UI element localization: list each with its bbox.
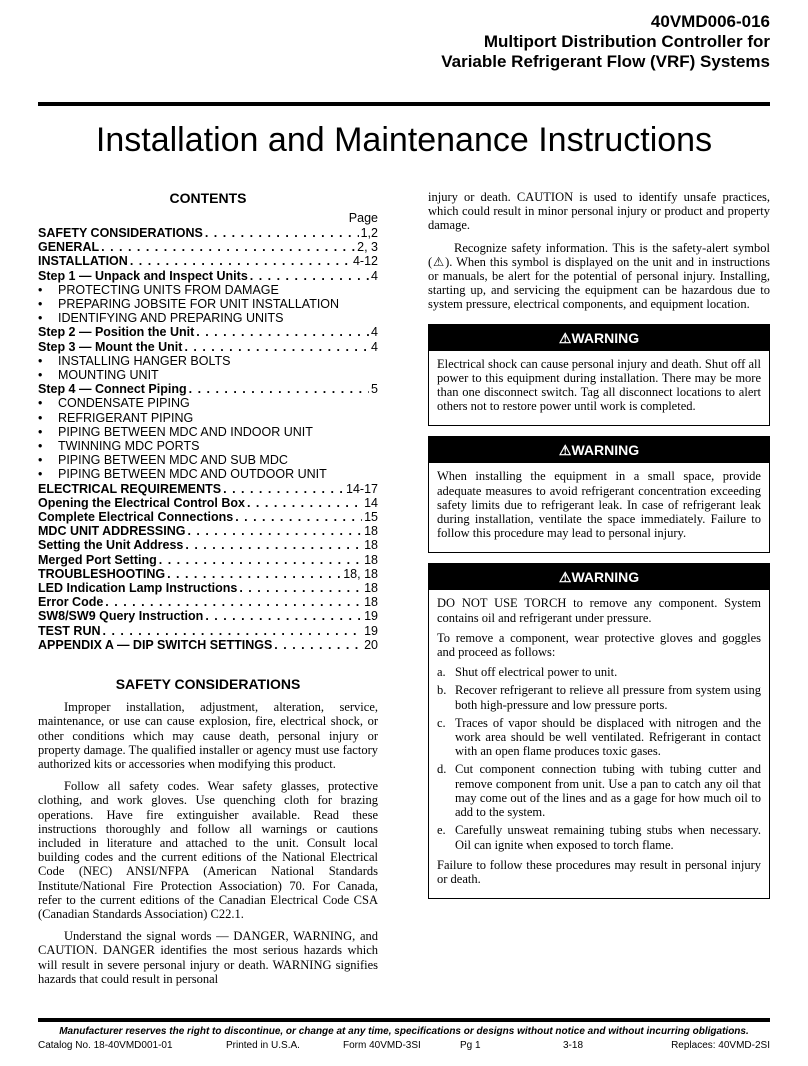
- toc-subitem: [38, 453, 378, 467]
- warning-header: [429, 325, 769, 351]
- toc-entry-page: 18: [364, 552, 378, 567]
- toc-entry-label: MDC UNIT ADDRESSING: [38, 524, 186, 539]
- toc-leader-dots: [101, 240, 355, 254]
- header-rule: [38, 102, 770, 106]
- toc-entry-label: SAFETY CONSIDERATIONS: [38, 226, 203, 240]
- step-text: Cut component connection tubing with tubing cutter and remove component from unit. Use a pan to catch any oil that may come out of the lines and as a gage for how much oil to add to the system.: [455, 762, 761, 820]
- procedure-steps: [437, 665, 761, 851]
- warning-label: WARNING: [571, 329, 640, 346]
- bullet-icon: •: [38, 467, 43, 482]
- toc-entry-page: 4: [371, 268, 378, 283]
- warning-label: WARNING: [571, 569, 640, 586]
- footer-rule: [38, 1018, 770, 1022]
- bullet-icon: •: [38, 424, 43, 439]
- toc-entry: [38, 595, 378, 609]
- table-of-contents: [38, 226, 378, 652]
- disclaimer: Manufacturer reserves the right to discontinue, or change at any time, specifications or designs without notice and without incurring obligations.: [59, 1026, 749, 1037]
- toc-leader-dots: [239, 581, 362, 595]
- toc-entry-label: ELECTRICAL REQUIREMENTS: [38, 481, 222, 496]
- toc-subitem: [38, 283, 378, 297]
- toc-subitem-label: INSTALLING HANGER BOLTS: [58, 353, 231, 368]
- bullet-icon: •: [38, 282, 43, 297]
- toc-subitem-label: PIPING BETWEEN MDC AND INDOOR UNIT: [58, 424, 313, 439]
- bullet-icon: •: [38, 297, 43, 312]
- toc-entry-page: 20: [364, 637, 378, 652]
- toc-subitem-label: PIPING BETWEEN MDC AND SUB MDC: [58, 453, 288, 468]
- warning-icon: ⚠: [558, 442, 572, 459]
- toc-leader-dots: [247, 496, 362, 510]
- toc-subitem-label: IDENTIFYING AND PREPARING UNITS: [58, 311, 284, 326]
- toc-entry: [38, 269, 378, 283]
- toc-entry: [38, 624, 378, 638]
- toc-entry-label: GENERAL: [38, 240, 100, 255]
- toc-entry-label: Error Code: [38, 595, 104, 610]
- toc-entry-page: 4: [371, 339, 378, 354]
- toc-entry-label: TROUBLESHOOTING: [38, 566, 166, 581]
- safety-paragraph-1: Improper installation, adjustment, alteration, service, maintenance, or use can cause explosion, fire, electrical shock, or other conditions which may cause death, personal injury or property damage. The qualified installer or agency must use factory authorized kits or accessories when modifying this product.: [38, 700, 378, 771]
- toc-entry-label: INSTALLATION: [38, 254, 128, 269]
- toc-entry: [38, 581, 378, 595]
- toc-entry-page: 2, 3: [357, 240, 378, 255]
- toc-subitem: [38, 368, 378, 382]
- toc-subitem: [38, 311, 378, 325]
- toc-entry-label: Step 1 — Unpack and Inspect Units: [38, 268, 248, 283]
- warning-text: When installing the equipment in a small space, provide adequate measures to avoid refrigerant concentration exceeding safety limits due to refrigerant leak. In case of refrigerant leak during installation, ventilate the space immediately. Failure to follow this procedure may lead to personal injury.: [437, 469, 761, 541]
- date-code: 3-18: [563, 1040, 584, 1051]
- safety-section-title: SAFETY CONSIDERATIONS: [115, 676, 301, 693]
- warning-box-electrical: [428, 324, 770, 427]
- toc-leader-dots: [235, 510, 362, 524]
- toc-subitem-label: PIPING BETWEEN MDC AND OUTDOOR UNIT: [58, 467, 327, 482]
- alert-text-end: ). When this symbol is displayed on the unit and in instructions or manuals, be alert for the potential of personal injury. Installing, starting up, and servicing the equipment can be hazardous due to system pressure, electrical components, and equipment location.: [428, 254, 770, 312]
- toc-subitem-label: REFRIGERANT PIPING: [58, 410, 194, 425]
- alert-text-start: Recognize safety information. This is the safety-alert symbol (: [428, 240, 770, 269]
- step-text: Recover refrigerant to relieve all pressure from system using both high-pressure and low pressure ports.: [455, 683, 761, 712]
- safety-paragraph-continued: injury or death. CAUTION is used to identify unsafe practices, which could result in minor personal injury or product and property damage.: [428, 190, 770, 233]
- toc-entry: [38, 226, 378, 240]
- warning-header: [429, 564, 769, 590]
- bullet-icon: •: [38, 453, 43, 468]
- toc-leader-dots: [187, 524, 362, 538]
- toc-leader-dots: [184, 340, 369, 354]
- toc-entry: [38, 510, 378, 524]
- toc-entry-page: 5: [371, 382, 378, 397]
- toc-entry-page: 18: [364, 581, 378, 596]
- toc-subitem: [38, 354, 378, 368]
- toc-leader-dots: [167, 567, 341, 581]
- safety-paragraph-3: Understand the signal words — DANGER, WARNING, and CAUTION. DANGER identifies the most serious hazards which will result in severe personal injury or death. WARNING signifies hazards that could result in personal: [38, 929, 378, 986]
- toc-entry-page: 14-17: [346, 481, 378, 496]
- toc-subitem: [38, 411, 378, 425]
- printed-in: Printed in U.S.A.: [226, 1040, 300, 1051]
- page-title: Installation and Maintenance Instructions: [95, 121, 713, 159]
- bullet-icon: •: [38, 353, 43, 368]
- toc-entry: [38, 254, 378, 268]
- step-text: Traces of vapor should be displaced with nitrogen and the work area should be well ventilated. Refrigerant in contact with an open flame produces toxic gases.: [455, 715, 761, 759]
- toc-entry-page: 18: [364, 524, 378, 539]
- toc-entry-label: Opening the Electrical Control Box: [38, 495, 245, 510]
- warning-icon: ⚠: [558, 329, 572, 346]
- toc-leader-dots: [250, 269, 369, 283]
- warning-header: [429, 437, 769, 463]
- toc-entry: [38, 524, 378, 538]
- warning-icon: ⚠: [558, 569, 572, 586]
- toc-entry-label: Setting the Unit Address: [38, 538, 184, 553]
- toc-entry-label: SW8/SW9 Query Instruction: [38, 609, 204, 624]
- toc-entry: [38, 240, 378, 254]
- toc-entry-page: 1,2: [360, 226, 378, 240]
- toc-subitem: [38, 425, 378, 439]
- toc-entry-page: 4: [371, 325, 378, 340]
- bullet-icon: •: [38, 439, 43, 454]
- toc-entry-label: Step 2 — Position the Unit: [38, 325, 195, 340]
- toc-entry: [38, 567, 378, 581]
- model-number: 40VMD006-016: [650, 12, 770, 31]
- step-text: Carefully unsweat remaining tubing stubs when necessary. Oil can ignite when exposed to torch flame.: [455, 823, 761, 852]
- bullet-icon: •: [38, 410, 43, 425]
- toc-leader-dots: [159, 553, 362, 567]
- warning-text: Electrical shock can cause personal injury and death. Shut off all power to this equipment during installation. There may be more than one disconnect switch. Tag all disconnect locations to alert others not to restore power until work is completed.: [437, 356, 761, 414]
- step-letter: c.: [437, 715, 446, 730]
- toc-entry-page: 18, 18: [343, 566, 378, 581]
- bullet-icon: •: [38, 368, 43, 383]
- product-line-1: Multiport Distribution Controller for: [483, 32, 770, 51]
- warning-box-refrigerant: [428, 436, 770, 553]
- toc-subitem: [38, 396, 378, 410]
- toc-entry: [38, 325, 378, 339]
- toc-entry-label: LED Indication Lamp Instructions: [38, 581, 238, 596]
- toc-leader-dots: [130, 254, 351, 268]
- toc-entry-label: APPENDIX A — DIP SWITCH SETTINGS: [38, 637, 273, 652]
- toc-subitem: [38, 297, 378, 311]
- toc-leader-dots: [196, 325, 369, 339]
- page-number: Pg 1: [460, 1040, 481, 1051]
- step-letter: d.: [437, 762, 447, 777]
- step-letter: e.: [437, 823, 446, 838]
- toc-leader-dots: [274, 638, 362, 652]
- toc-leader-dots: [185, 538, 362, 552]
- toc-entry-page: 4-12: [352, 254, 378, 269]
- toc-entry: [38, 482, 378, 496]
- step-letter: b.: [437, 683, 447, 698]
- safety-paragraph-2: Follow all safety codes. Wear safety glasses, protective clothing, and work gloves. Use quenching cloth for brazing operations. Have fire extinguisher available. Read these instructions thoroughly and follow all warnings or cautions included in literature and attached to the unit. Consult local building codes and the current editions of the National Electrical Code (NEC) ANSI/NFPA (American National Standards Institute/National Fire Protection Association) 70. For Canada, refer to the current editions of the Canadian Electrical Code CSA (Canadian Standards Association) C22.1.: [38, 779, 378, 921]
- toc-subitem-label: CONDENSATE PIPING: [58, 396, 190, 411]
- toc-leader-dots: [205, 226, 359, 240]
- safety-alert-paragraph: [428, 241, 770, 312]
- toc-entry-label: Merged Port Setting: [38, 552, 157, 567]
- toc-leader-dots: [205, 609, 362, 623]
- step-letter: a.: [437, 665, 446, 680]
- toc-subitem-label: TWINNING MDC PORTS: [58, 439, 200, 454]
- toc-subitem-label: PROTECTING UNITS FROM DAMAGE: [58, 282, 279, 297]
- toc-entry: [38, 496, 378, 510]
- warning-label: WARNING: [571, 442, 640, 459]
- left-column: [38, 190, 378, 994]
- warning-intro-2: To remove a component, wear protective gloves and goggles and proceed as follows:: [437, 630, 761, 660]
- toc-entry-label: Step 4 — Connect Piping: [38, 382, 187, 397]
- bullet-icon: •: [38, 311, 43, 326]
- right-column: [428, 190, 770, 909]
- warning-box-torch: [428, 563, 770, 899]
- procedure-step: [437, 716, 761, 759]
- procedure-step: [437, 683, 761, 711]
- toc-entry-page: 14: [364, 495, 378, 510]
- step-text: Shut off electrical power to unit.: [455, 665, 618, 680]
- procedure-step: [437, 762, 761, 819]
- toc-entry-label: TEST RUN: [38, 623, 101, 638]
- procedure-step: [437, 665, 761, 679]
- bullet-icon: •: [38, 396, 43, 411]
- toc-entry-label: Step 3 — Mount the Unit: [38, 339, 183, 354]
- toc-subitem-label: MOUNTING UNIT: [58, 368, 159, 383]
- warning-intro-1: DO NOT USE TORCH to remove any component. System contains oil and refrigerant under pressure.: [437, 596, 761, 625]
- toc-entry-label: Complete Electrical Connections: [38, 510, 234, 525]
- form-number: Form 40VMD-3SI: [343, 1040, 421, 1051]
- toc-entry: [38, 553, 378, 567]
- toc-leader-dots: [103, 624, 363, 638]
- toc-entry: [38, 538, 378, 552]
- safety-alert-icon: ⚠: [432, 254, 446, 269]
- procedure-step: [437, 823, 761, 851]
- warning-outro: Failure to follow these procedures may result in personal injury or death.: [437, 857, 761, 886]
- contents-page-header: Page: [348, 211, 378, 225]
- toc-subitem: [38, 467, 378, 481]
- replaces: Replaces: 40VMD-2SI: [671, 1040, 770, 1051]
- toc-entry: [38, 382, 378, 396]
- toc-leader-dots: [223, 482, 344, 496]
- toc-entry-page: 19: [364, 609, 378, 624]
- toc-subitem-label: PREPARING JOBSITE FOR UNIT INSTALLATION: [58, 297, 340, 312]
- toc-leader-dots: [189, 382, 369, 396]
- document-header: [441, 12, 770, 72]
- toc-subitem: [38, 439, 378, 453]
- catalog-number: Catalog No. 18-40VMD001-01: [38, 1040, 173, 1051]
- product-line-2: Variable Refrigerant Flow (VRF) Systems: [441, 52, 770, 71]
- toc-entry-page: 18: [364, 538, 378, 553]
- toc-entry: [38, 340, 378, 354]
- toc-entry: [38, 638, 378, 652]
- toc-entry-page: 19: [364, 623, 378, 638]
- toc-leader-dots: [105, 595, 362, 609]
- contents-title: CONTENTS: [169, 190, 247, 206]
- toc-entry-page: 15: [364, 510, 378, 525]
- toc-entry: [38, 609, 378, 623]
- toc-entry-page: 18: [364, 595, 378, 610]
